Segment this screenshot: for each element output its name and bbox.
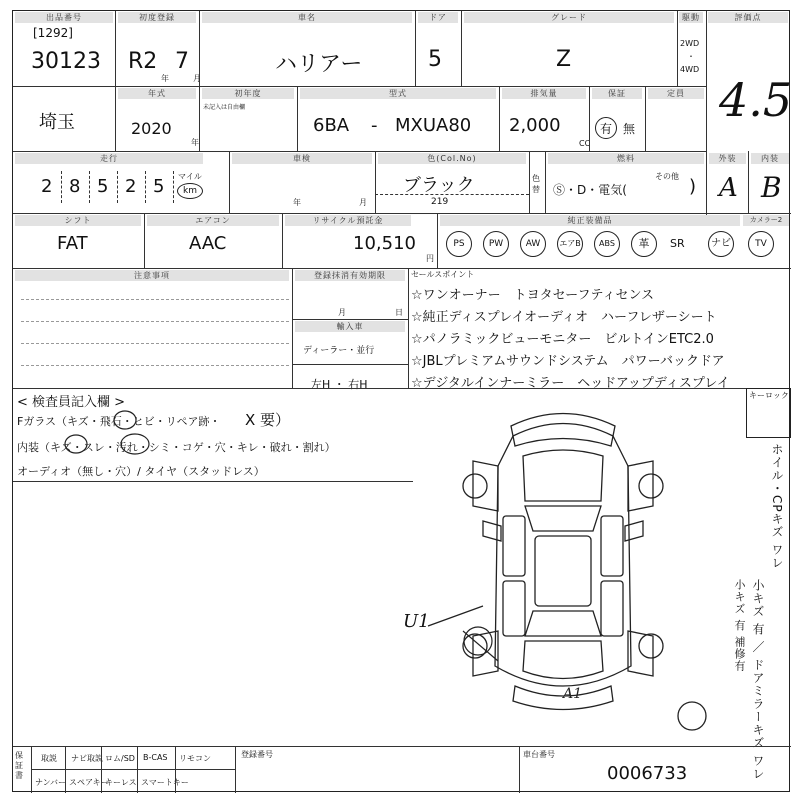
inspection-line2: 内装（キズ・スレ・汚れ・シミ・コゲ・穴・キレ・破れ・割れ）	[17, 441, 336, 454]
mileage-digit: 5	[97, 176, 109, 197]
bcas-label: B-CAS	[143, 753, 168, 762]
equip-sr: SR	[670, 237, 685, 250]
import-type: ディーラー・並行	[303, 346, 375, 356]
shaken-month-unit: 月	[359, 198, 367, 207]
displacement-label: 排気量	[502, 88, 586, 99]
manual-label: 取説	[41, 754, 57, 763]
month-unit: 月	[193, 74, 201, 83]
score: 4.5	[719, 73, 793, 127]
chassis-number: 0006733	[607, 763, 688, 784]
inspection-title: < 検査員記入欄 >	[17, 395, 126, 410]
first-year-label: 初年度	[202, 88, 294, 99]
auction-sheet	[12, 10, 793, 792]
sales-point: ☆デジタルインナーミラー ヘッドアップディスプレイ	[411, 376, 730, 391]
car-name: ハリアー	[275, 52, 363, 77]
reg-era: R2	[128, 49, 158, 74]
model-code: MXUA80	[395, 115, 472, 136]
equip-navi: ナビ	[708, 231, 734, 257]
side-note-1: ホイル・CPキズ ワレ	[770, 443, 784, 570]
grade: Z	[556, 47, 572, 72]
color-label: 色(Col.No)	[378, 153, 526, 164]
reg-month-unit: 月	[338, 308, 346, 317]
first-reg-label: 初度登録	[118, 12, 196, 23]
capacity-label: 定員	[648, 88, 704, 99]
interior-grade: B	[761, 171, 782, 204]
door-label: ドア	[418, 12, 458, 23]
fuel-close: )	[689, 176, 697, 197]
reg-expiry-label: 登録抹消有効期限	[295, 270, 405, 281]
lot-number: 30123	[31, 49, 101, 74]
side-note-2: 小キズ 有 ／ ドアミラーキズ ワレ	[751, 579, 765, 781]
inspection-line1-mark: X 要）	[245, 411, 291, 429]
exterior-label: 外装	[709, 153, 746, 164]
reg-month: 7	[175, 49, 189, 74]
rom-label: ロム/SD	[105, 754, 135, 763]
number-label: ナンバー	[35, 778, 67, 787]
side-note-3: 小キズ 有 補修有	[733, 579, 746, 672]
car-name-label: 車名	[202, 12, 412, 23]
spare-wheel	[675, 699, 709, 733]
drive-2wd: 2WD	[680, 39, 700, 48]
shift-label: シフト	[15, 215, 141, 226]
door-count: 5	[428, 47, 442, 72]
notes-label: 注意事項	[15, 270, 289, 281]
ac: AAC	[189, 233, 227, 254]
equip-aw: AW	[520, 231, 546, 257]
drive-dot: ・	[687, 52, 695, 61]
score-label: 評価点	[708, 12, 788, 23]
reg-day-unit: 日	[395, 308, 403, 317]
inspection-line3: オーディオ（無し・穴）/ タイヤ（スタッドレス）	[17, 465, 265, 478]
smart-key-label: スマートキー	[141, 778, 189, 787]
mileage-digit: 2	[41, 176, 53, 197]
mileage-digit: 8	[69, 176, 81, 197]
mileage-digit: 2	[125, 176, 137, 197]
u1-leader	[423, 601, 503, 671]
drive-4wd: 4WD	[680, 65, 700, 74]
sales-point: ☆ワンオーナー トヨタセーフティセンス	[411, 288, 655, 303]
equip-leather: 革	[631, 231, 657, 257]
recycle-fee: 10,510	[353, 233, 416, 254]
model-dash: -	[371, 115, 378, 136]
key-lock-label: キーロック	[749, 391, 789, 400]
exterior-grade: A	[719, 173, 738, 203]
mile-unit: マイル	[178, 172, 202, 181]
mark-a1: A1	[563, 686, 583, 702]
equip-pw: PW	[483, 231, 509, 257]
cc-unit: CC	[579, 139, 591, 148]
inspection-marks	[13, 406, 413, 466]
interior-label: 内装	[751, 153, 789, 164]
recycle-label: リサイクル預託金	[285, 215, 411, 226]
warranty-yes: 有	[595, 117, 617, 139]
first-year-sub: 未記入は自由欄	[203, 104, 246, 111]
fuel-other: その他	[655, 172, 679, 181]
fuel-label: 燃料	[548, 153, 704, 164]
model-year: 2020	[131, 119, 172, 138]
yen-unit: 円	[426, 254, 434, 263]
sales-point: ☆パノラミックビューモニター ビルトインETC2.0	[411, 332, 714, 347]
car-diagram	[453, 406, 673, 726]
remote-label: リモコン	[179, 754, 211, 763]
model-type-label: 型式	[300, 88, 496, 99]
equip-tv: TV	[748, 231, 774, 257]
equipment-label: 純正装備品	[440, 215, 740, 226]
import-label: 輸入車	[295, 321, 405, 332]
mileage-label: 走行	[15, 153, 203, 164]
model-year-label: 年式	[118, 88, 196, 99]
plate-label: 登録番号	[241, 750, 273, 759]
sales-label: セールスポイント	[411, 270, 475, 279]
color-code: 219	[431, 197, 449, 207]
year-unit: 年	[161, 74, 169, 83]
cert-label: 保証書	[15, 751, 23, 780]
sales-point: ☆純正ディスプレイオーディオ ハーフレザーシート	[411, 310, 717, 325]
sales-point: ☆JBLプレミアムサウンドシステム パワーバックドア	[411, 354, 725, 369]
region: 埼玉	[39, 112, 75, 133]
shaken-label: 車検	[232, 153, 372, 164]
spare-key-label: スペアキー	[69, 778, 109, 787]
handle-side: 左H ・ 右H	[311, 378, 368, 391]
mileage-digit: 5	[153, 176, 165, 197]
color-change-label: 色替	[532, 174, 540, 194]
lot-sub: [1292]	[33, 26, 73, 40]
km-unit: km	[177, 183, 203, 199]
shift: FAT	[57, 233, 88, 254]
navi-manual-label: ナビ取説	[71, 754, 103, 763]
ac-label: エアコン	[147, 215, 279, 226]
model-prefix: 6BA	[313, 115, 350, 136]
warranty-no: 無	[623, 122, 636, 136]
mark-u1: U1	[403, 611, 430, 632]
lot-label: 出品番号	[15, 12, 113, 23]
equip-airbag: エアB	[557, 231, 583, 257]
keyless-label: キーレス	[105, 778, 137, 787]
fuel-options: Ⓢ・D・電気(	[553, 183, 627, 197]
camera-label: カメラー2	[743, 215, 789, 226]
equip-ps: PS	[446, 231, 472, 257]
warranty-label: 保証	[592, 88, 642, 99]
model-year-unit: 年	[191, 138, 199, 147]
shaken-year-unit: 年	[293, 198, 301, 207]
chassis-label: 車台番号	[523, 750, 555, 759]
inspection-line1: Fガラス（キズ・飛石・ヒビ・リペア跡・	[17, 415, 221, 428]
color: ブラック	[403, 175, 475, 196]
drive-label: 駆動	[679, 12, 703, 23]
grade-label: グレード	[464, 12, 674, 23]
displacement: 2,000	[509, 115, 561, 136]
equip-abs: ABS	[594, 231, 620, 257]
